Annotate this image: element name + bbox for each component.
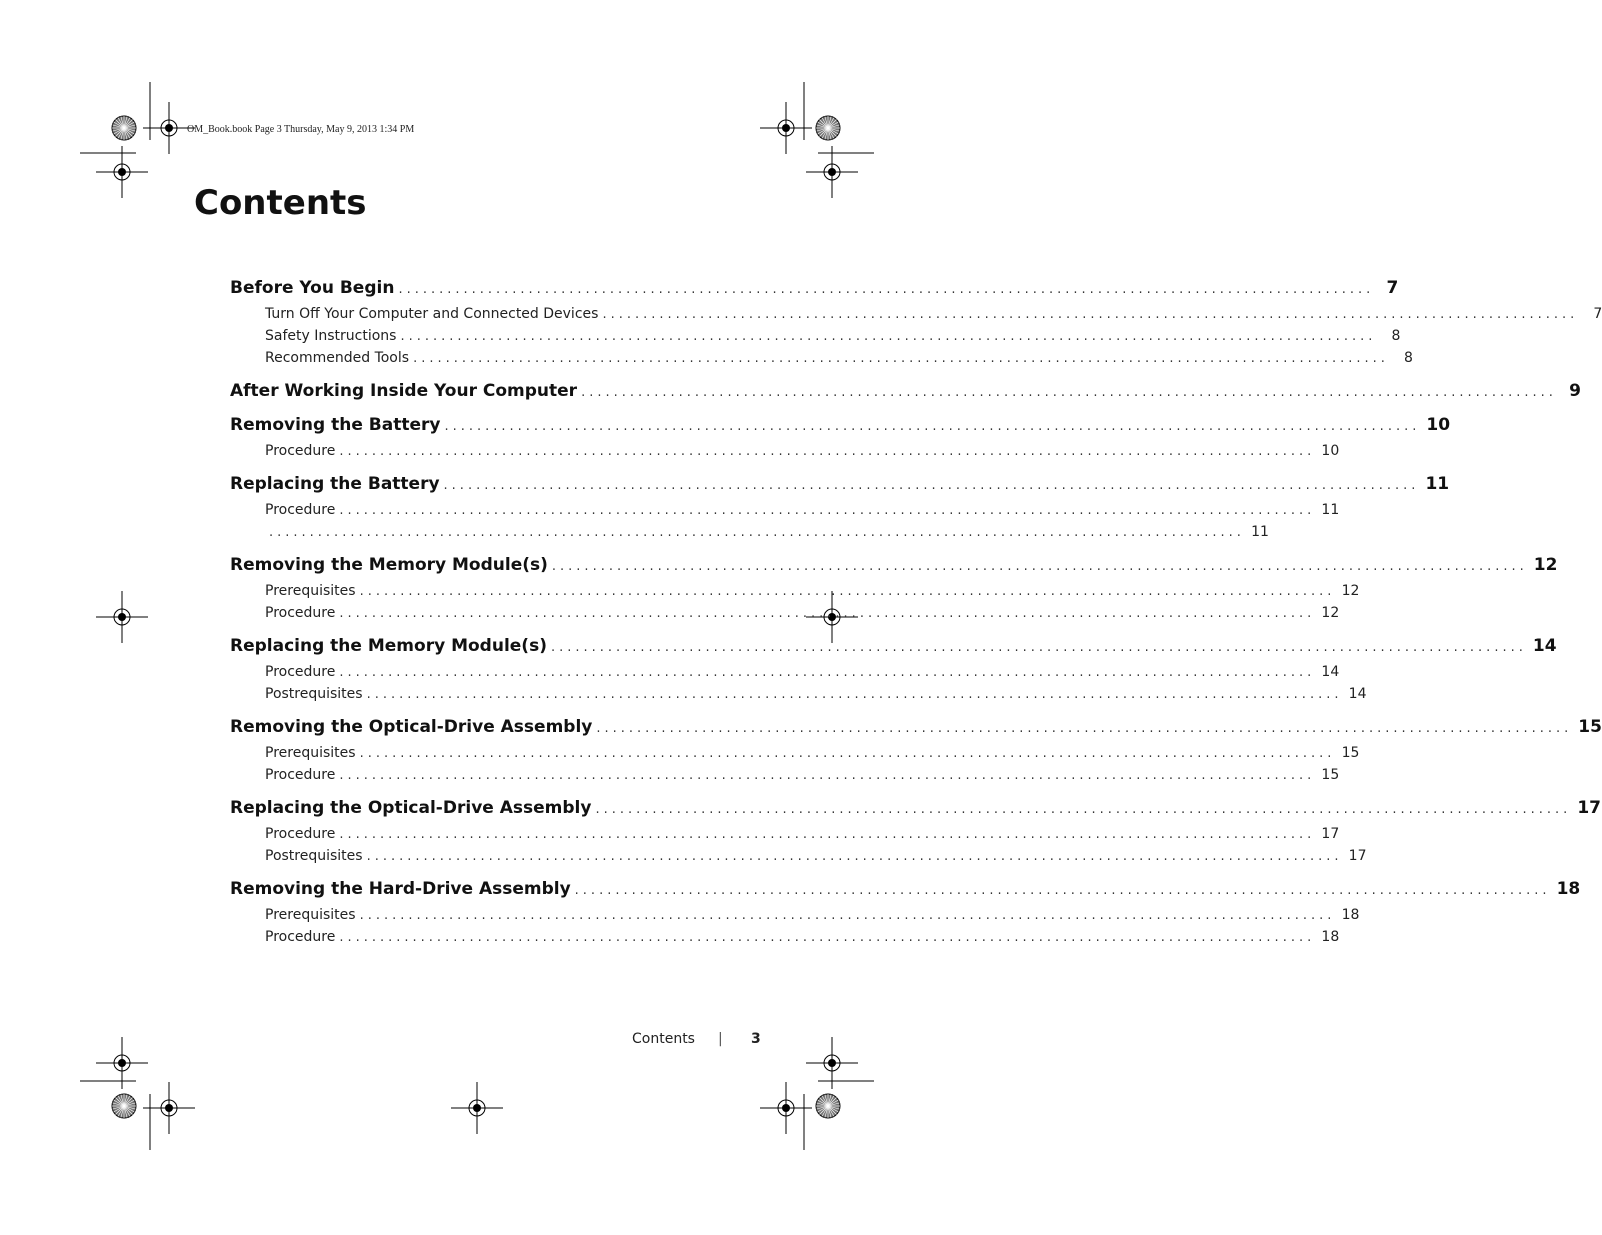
- toc-entry-page-number: 15: [1578, 717, 1602, 737]
- toc-leader-dots: ........................................................................................................................: [339, 930, 1316, 945]
- toc-section-entry[interactable]: [230, 767, 1340, 785]
- page-title: Contents: [194, 183, 367, 223]
- crosshair-dot: [118, 168, 126, 176]
- toc-chapter-entry[interactable]: [230, 636, 1557, 658]
- toc-entry-page-number: 12: [1321, 605, 1340, 621]
- toc-leader-dots: ........................................................................................................................: [359, 746, 1336, 761]
- toc-section-entry[interactable]: [230, 306, 1602, 324]
- toc-entry-page-number: 14: [1321, 664, 1340, 680]
- toc-entry-page-number: 18: [1556, 879, 1581, 899]
- toc-chapter-entry[interactable]: [230, 798, 1601, 820]
- toc-entry-page-number: 8: [1391, 328, 1401, 344]
- toc-leader-dots: ........................................................................................................................: [596, 721, 1573, 736]
- crosshair-dot: [118, 1059, 126, 1067]
- toc-leader-dots: ........................................................................................................................: [443, 478, 1420, 493]
- toc-section-entry[interactable]: [230, 826, 1340, 844]
- toc-section-entry[interactable]: [230, 848, 1367, 866]
- toc-leader-dots: ........................................................................................................................: [400, 329, 1377, 344]
- toc-chapter-entry[interactable]: [230, 278, 1399, 300]
- toc-entry-page-number: 18: [1321, 929, 1340, 945]
- toc-leader-dots: ........................................................................................................................: [339, 444, 1316, 459]
- toc-entry-page-number: 17: [1348, 848, 1367, 864]
- toc-leader-dots: ........................................................................................................................: [359, 584, 1336, 599]
- crosshair-dot: [165, 1104, 173, 1112]
- toc-entry-title: Prerequisites: [265, 745, 356, 761]
- toc-section-entry[interactable]: [230, 524, 1269, 542]
- toc-entry-page-number: 15: [1341, 745, 1360, 761]
- toc-entry-title: Procedure: [265, 605, 336, 621]
- toc-entry-page-number: 11: [1251, 524, 1269, 540]
- toc-entry-title: Procedure: [265, 443, 336, 459]
- print-header: OM_Book.book Page 3 Thursday, May 9, 2013 1:34 PM: [187, 124, 415, 135]
- crosshair-dot: [782, 1104, 790, 1112]
- toc-entry-page-number: 7: [1593, 306, 1602, 322]
- toc-entry-page-number: 12: [1533, 555, 1558, 575]
- toc-entry-title: Procedure: [265, 767, 336, 783]
- toc-chapter-entry[interactable]: [230, 717, 1602, 739]
- toc-leader-dots: ........................................................................................................................: [339, 768, 1316, 783]
- toc-leader-dots: ........................................................................................................................: [551, 559, 1528, 574]
- toc-entry-title: Safety Instructions: [265, 328, 397, 344]
- toc-section-entry[interactable]: [230, 443, 1340, 461]
- footer-separator: |: [718, 1031, 723, 1047]
- toc-leader-dots: ........................................................................................................................: [581, 385, 1557, 400]
- crosshair-dot: [828, 1059, 836, 1067]
- toc-entry-page-number: 14: [1532, 636, 1557, 656]
- toc-leader-dots: ........................................................................................................................: [602, 307, 1579, 322]
- toc-entry-page-number: 10: [1321, 443, 1340, 459]
- toc-entry-page-number: 12: [1341, 583, 1360, 599]
- toc-entry-title: Removing the Memory Module(s): [230, 555, 548, 575]
- toc-entry-title: Removing the Hard-Drive Assembly: [230, 879, 571, 899]
- toc-leader-dots: ........................................................................................................................: [574, 883, 1551, 898]
- toc-chapter-entry[interactable]: [230, 555, 1558, 577]
- footer-page-number: 3: [751, 1031, 761, 1047]
- toc-entry-title: Recommended Tools: [265, 350, 410, 366]
- toc-chapter-entry[interactable]: [230, 474, 1450, 496]
- toc-entry-page-number: 8: [1404, 350, 1413, 366]
- toc-section-entry[interactable]: [230, 350, 1413, 368]
- toc-chapter-entry[interactable]: [230, 381, 1581, 403]
- toc-entry-page-number: 15: [1321, 767, 1340, 783]
- toc-leader-dots: ........................................................................................................................: [339, 827, 1316, 842]
- toc-section-entry[interactable]: [230, 605, 1340, 623]
- toc-leader-dots: ........................................................................................................................: [339, 665, 1316, 680]
- toc-entry-title: Replacing the Memory Module(s): [230, 636, 547, 656]
- toc-entry-title: Postrequisites: [265, 686, 363, 702]
- toc-section-entry[interactable]: [230, 907, 1360, 925]
- crosshair-dot: [782, 124, 790, 132]
- toc-leader-dots: ........................................................................................................................: [366, 687, 1343, 702]
- toc-section-entry[interactable]: [230, 929, 1340, 947]
- toc-section-entry[interactable]: [230, 502, 1340, 520]
- toc-section-entry[interactable]: [230, 664, 1340, 682]
- toc-entry-title: Procedure: [265, 664, 336, 680]
- toc-entry-title: Before You Begin: [230, 278, 395, 298]
- crosshair-dot: [165, 124, 173, 132]
- toc-chapter-entry[interactable]: [230, 415, 1451, 437]
- toc-entry-title: Procedure: [265, 929, 336, 945]
- toc-entry-page-number: 14: [1348, 686, 1367, 702]
- toc-leader-dots: ........................................................................................................................: [550, 640, 1527, 655]
- toc-entry-title: Postrequisites: [265, 848, 363, 864]
- toc-entry-page-number: 17: [1321, 826, 1340, 842]
- toc-entry-page-number: 18: [1341, 907, 1360, 923]
- toc-leader-dots: ........................................................................................................................: [339, 606, 1316, 621]
- toc-chapter-entry[interactable]: [230, 879, 1581, 901]
- toc-section-entry[interactable]: [230, 686, 1367, 704]
- toc-leader-dots: ........................................................................................................................: [339, 503, 1316, 518]
- toc-entry-page-number: 7: [1386, 278, 1399, 298]
- toc-leader-dots: ........................................................................................................................: [444, 419, 1421, 434]
- toc-entry-page-number: 10: [1426, 415, 1451, 435]
- toc-entry-title: Removing the Battery: [230, 415, 441, 435]
- toc-leader-dots: ........................................................................................................................: [595, 802, 1572, 817]
- toc-entry-page-number: 11: [1321, 502, 1340, 518]
- toc-entry-title: Turn Off Your Computer and Connected Devices: [265, 306, 599, 322]
- toc-leader-dots: ........................................................................................................................: [359, 908, 1336, 923]
- crosshair-dot: [473, 1104, 481, 1112]
- toc-leader-dots: ........................................................................................................................: [269, 525, 1245, 540]
- toc-entry-title: Removing the Optical-Drive Assembly: [230, 717, 593, 737]
- footer-section-label: Contents: [632, 1031, 695, 1047]
- toc-entry-title: Procedure: [265, 502, 336, 518]
- toc-entry-title: Prerequisites: [265, 907, 356, 923]
- toc-leader-dots: ........................................................................................................................: [413, 351, 1389, 366]
- toc-entry-title: Replacing the Battery: [230, 474, 440, 494]
- toc-entry-page-number: 17: [1577, 798, 1601, 818]
- toc-leader-dots: ........................................................................................................................: [366, 849, 1343, 864]
- toc-entry-title: Prerequisites: [265, 583, 356, 599]
- toc-section-entry[interactable]: [230, 583, 1360, 601]
- crosshair-dot: [118, 613, 126, 621]
- toc-section-entry[interactable]: [230, 328, 1401, 346]
- toc-leader-dots: ........................................................................................................................: [398, 282, 1375, 297]
- toc-entry-title: Procedure: [265, 826, 336, 842]
- toc-entry-page-number: 11: [1425, 474, 1450, 494]
- toc-entry-title: After Working Inside Your Computer: [230, 381, 578, 401]
- toc-entry-title: Replacing the Optical-Drive Assembly: [230, 798, 592, 818]
- toc-entry-page-number: 9: [1569, 381, 1581, 401]
- toc-section-entry[interactable]: [230, 745, 1360, 763]
- crosshair-dot: [828, 168, 836, 176]
